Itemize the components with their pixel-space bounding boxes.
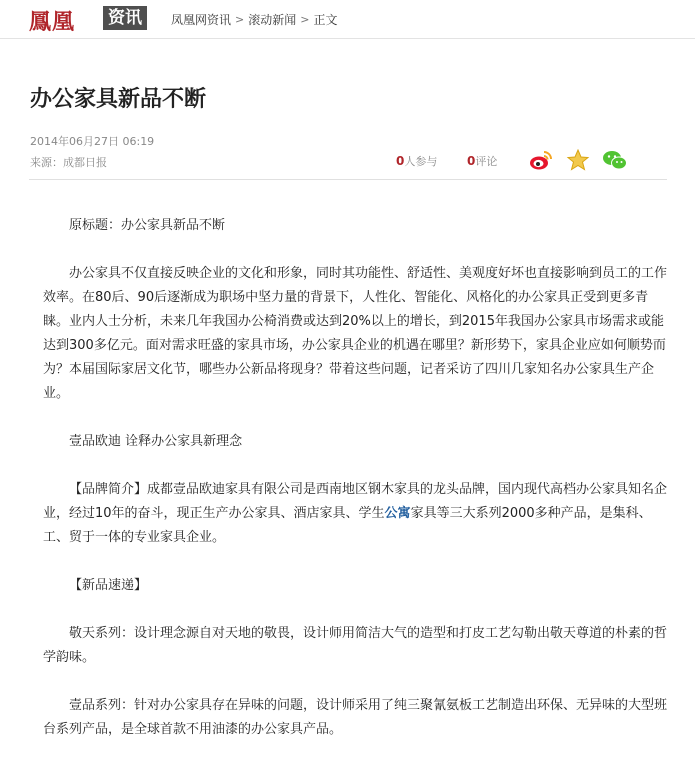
top-bar [0,0,695,39]
article-paragraph: 壹品系列：针对办公家具存在异味的问题，设计师采用了纯三聚氰氨板工艺制造出环保、无异味的大型班台系列产品，是全球首款不用油漆的办公家具产品。 [43,698,668,737]
article-paragraph [43,478,667,550]
paragraph-text: 【品牌简介】成都壹品欧迪家具有限公司是西南地区钢木家具的龙头品牌，国内现代高档办公家具知名企业，经过10年的奋斗，现正生产办公家具、酒店家具、学生 [43,482,668,521]
breadcrumb-ifeng-news[interactable]: 凤凰网资讯 [171,13,232,27]
wechat-icon[interactable] [602,149,626,171]
breadcrumb-separator: > [300,13,310,26]
comments-link[interactable] [467,153,497,169]
breadcrumb-rolling-news[interactable]: 滚动新闻 [248,13,297,27]
comments-label: 评论 [475,155,498,168]
header-divider [29,179,667,180]
keyword-link-apartment[interactable]: 公寓 [384,506,411,521]
breadcrumb [171,11,337,28]
breadcrumb-current: 正文 [313,13,338,27]
ifeng-logo[interactable]: 鳳凰 [29,9,76,35]
article-paragraph: 敬天系列：设计理念源自对天地的敬畏，设计师用简洁大气的造型和打皮工艺勾勒出敬天尊道的朴素的哲学韵味。 [43,626,668,665]
section-label: 【新品速递】 [69,578,148,593]
breadcrumb-separator: > [235,13,245,26]
paragraph-text: 家具等三大系列2000多种产品，是集科、工、贸于一体的专业家具企业。 [43,506,652,545]
participants-link[interactable] [396,153,437,169]
article-body [43,214,667,766]
article-title: 办公家具新品不断 [30,86,207,112]
weibo-icon[interactable] [529,149,553,171]
news-channel-logo[interactable]: 资讯 [103,6,147,30]
section-heading: 壹品欧迪 诠释办公家具新理念 [69,434,243,449]
comments-count: 0 [467,154,476,168]
article-paragraph: 原标题：办公家具新品不断 [69,218,226,233]
favorite-star-icon[interactable] [566,149,590,171]
article-source: 来源：成都日报 [30,156,107,169]
article-date: 2014年06月27日 06:19 [30,135,155,148]
article-paragraph: 办公家具不仅直接反映企业的文化和形象，同时其功能性、舒适性、美观度好坏也直接影响到员工的工作效率。在80后、90后逐渐成为职场中坚力量的背景下，人性化、智能化、风格化的办公家具正受到更多青睐。业内人士分析，未来几年我国办公椅消费或达到20%以上的增长，到2015年我国办公家具市场需求或能达到300多亿元。面对需求旺盛的家具市场，办公家具企业的机遇在哪里？新形势下，家具企业应如何顺势而为？本届国际家居文化节，哪些办公新品将现身？带着这些问题，记者采访了四川几家知名办公家具生产企业。 [43,266,668,401]
participants-count: 0 [396,154,405,168]
participants-label: 人参与 [404,155,438,168]
